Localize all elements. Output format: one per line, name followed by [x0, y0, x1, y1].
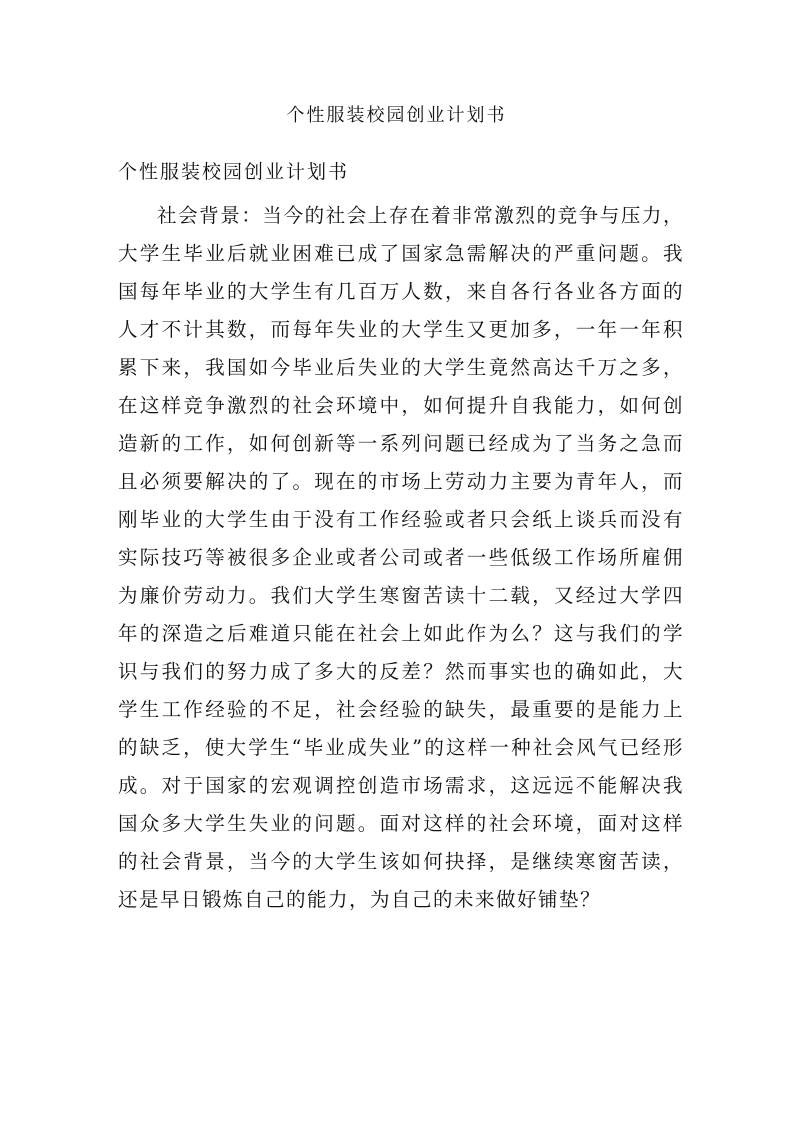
body-paragraph: 社会背景：当今的社会上存在着非常激烈的竞争与压力，大学生毕业后就业困难已成了国家急需解决的严重问题。我国每年毕业的大学生有几百万人数，来自各行各业各方面的人才不计其数，而每年失业的大学生又更加多，一年一年积累下来，我国如今毕业后失业的大学生竟然高达千万之多，在这样竞争激烈的社会环境中，如何提升自我能力，如何创造新的工作，如何创新等一系列问题已经成为了当务之急而且必须要解决的了。现在的市场上劳动力主要为青年人，而刚毕业的大学生由于没有工作经验或者只会纸上谈兵而没有实际技巧等被很多企业或者公司或者一些低级工作场所雇佣为廉价劳动力。我们大学生寒窗苦读十二载，又经过大学四年的深造之后难道只能在社会上如此作为么？这与我们的学识与我们的努力成了多大的反差？然而事实也的确如此，大学生工作经验的不足，社会经验的缺失，最重要的是能力上的缺乏，使大学生“毕业成失业”的这样一种社会风气已经形成。对于国家的宏观调控创造市场需求，这远远不能解决我国众多大学生失业的问题。面对这样的社会环境，面对这样的社会背景，当今的大学生该如何抉择，是继续寒窗苦读，还是早日锻炼自己的能力，为自己的未来做好铺垫？	[118, 204, 684, 911]
document-title: 个性服装校园创业计划书	[286, 105, 507, 126]
document-subtitle: 个性服装校园创业计划书	[118, 161, 350, 183]
